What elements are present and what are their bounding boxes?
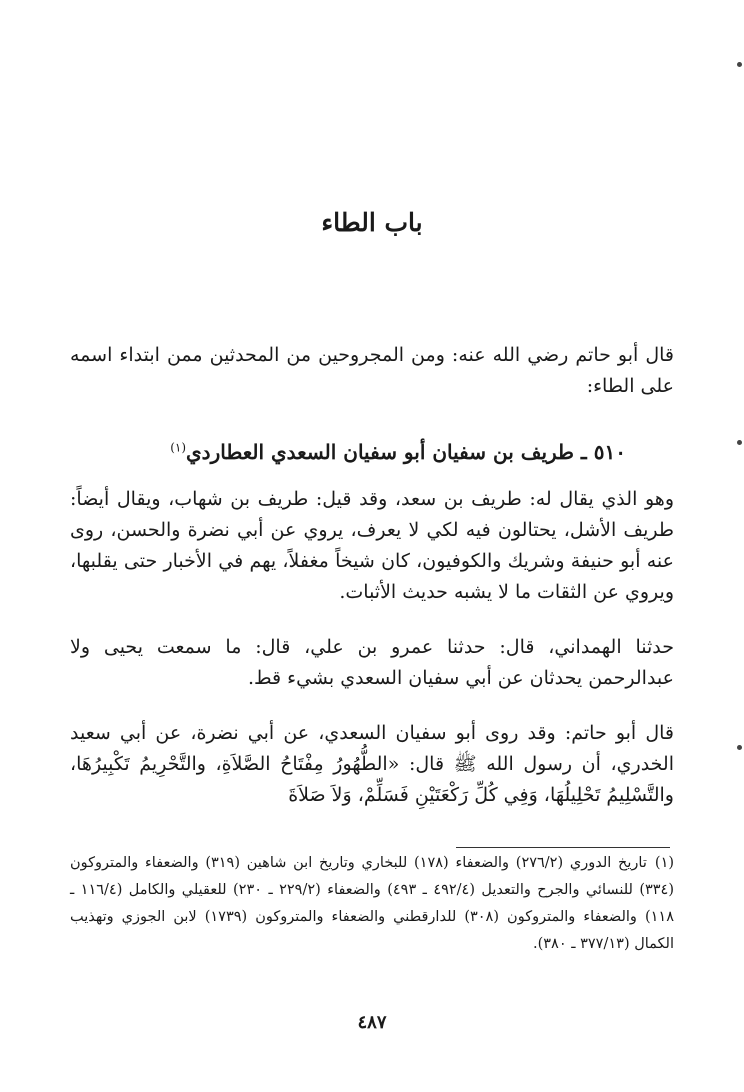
narration-paragraph: حدثنا الهمداني، قال: حدثنا عمرو بن علي، قال: ما سمعت يحيى ولا عبدالرحمن يحدثان عن أبي سفيان السعدي بشيء قط. <box>70 636 674 689</box>
chapter-title: باب الطاء <box>321 208 423 237</box>
footnote <box>70 850 674 958</box>
intro-paragraph: قال أبو حاتم رضي الله عنه: ومن المجروحين من المحدثين ممن ابتداء اسمه على الطاء: <box>70 344 674 397</box>
hadith-lead: قال أبو حاتم: وقد روى أبو سفيان السعدي، عن أبي نضرة، عن أبي سعيد الخدري، أن رسول الله ﷺ قال: <box>70 722 674 775</box>
edge-mark <box>737 62 742 67</box>
entry-heading <box>170 440 626 464</box>
hadith-paragraph <box>70 718 674 811</box>
footnote-text: تاريخ الدوري (٢٧٦/٢) والضعفاء (١٧٨) للبخاري وتاريخ ابن شاهين (٣١٩) والضعفاء والمتروكون (٣٣٤) للنسائي والجرح والتعديل (٤٩٢/٤ ـ ٤٩٣) والضعفاء (٢٢٩/٢ ـ ٢٣٠) للعقيلي والكامل (١١٦/٤ ـ ١١٨) والضعفاء والمتروكون (٣٠٨) للدارقطني والضعفاء والمتروكون (١٧٣٩) لابن الجوزي وتهذيب الكمال (٣٧٧/١٣ ـ ٣٨٠). <box>70 855 675 952</box>
footnote-divider <box>456 847 670 848</box>
biography-paragraph: وهو الذي يقال له: طريف بن سعد، وقد قيل: طريف بن شهاب، ويقال أيضاً: طريف الأشل، يحتالون فيه لكي لا يعرف، يروي عن أبي نضرة والحسن، روى عنه أبو حنيفة وشريك والكوفيون، كان شيخاً مغفلاً، يهم في الأخبار حتى يقلبها، ويروي عن الثقات ما لا يشبه حديث الأثبات. <box>70 488 674 603</box>
edge-mark <box>737 440 742 445</box>
footnote-reference: (١) <box>170 440 187 455</box>
hadith-text: «الطُّهُورُ مِفْتَاحُ الصَّلاَةِ، والتَّحْرِيمُ تَكْبِيرُهَا، والتَّسْلِيمُ تَحْلِيلُهَا، وَفِي كُلِّ رَكْعَتَيْنِ فَسَلِّمْ، وَلاَ صَلاَةَ <box>70 753 674 806</box>
entry-heading-text: ٥١٠ ـ طريف بن سفيان أبو سفيان السعدي العطاردي <box>186 440 626 464</box>
footnote-number: (١) <box>654 855 675 871</box>
page-number: ٤٨٧ <box>357 1012 387 1033</box>
edge-mark <box>737 745 742 750</box>
